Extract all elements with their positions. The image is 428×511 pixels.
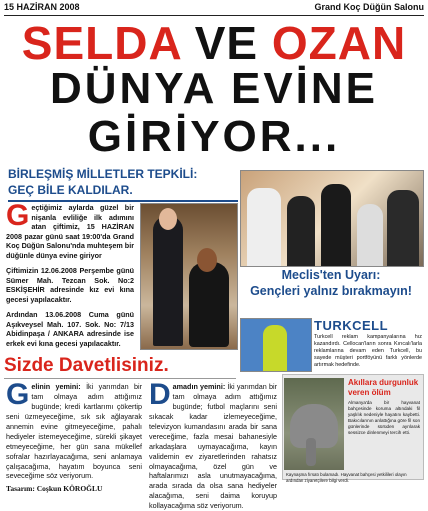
person-figure [247, 188, 281, 266]
masthead-bar [4, 2, 424, 15]
headline-conjunction: VE [194, 17, 259, 69]
article-paragraph-1 [6, 199, 134, 260]
article-paragraph-3 [6, 310, 134, 348]
bride-vow-text: İki yarımdan bir tam olmaya adım attığımız bugünde; kredi kartlarımı çökertip seni üzmeyeceğime, sık sık ağlayarak annemin evine gitmeyeceğime, pahalı hediyeler istemeyeceğime, sürekli şikayet etmeyeceğime, her gün sana mükellef sofralar hazırlayacağıma, seni anlamaya çalışacağıma, hayatım boyunca seni seveceğime söz veriyorum. [6, 382, 142, 481]
issue-date: 15 HAZİRAN 2008 [4, 2, 80, 12]
bride-vow-dropcap: G [6, 378, 30, 411]
elephant-trunk [306, 438, 316, 466]
masthead-divider [4, 15, 424, 16]
headline-line-2: DÜNYA EVİNE [49, 64, 379, 113]
elephant-photo [284, 378, 344, 470]
celebration-photo [240, 170, 424, 267]
headline-names [0, 17, 428, 69]
design-credit [6, 484, 102, 493]
subheadline-line-1: BİRLEŞMİŞ MİLLETLER TEPKİLİ: [8, 167, 198, 181]
groom-name: OZAN [271, 17, 407, 69]
person-figure [387, 190, 419, 266]
groom-vow-dropcap: D [149, 378, 171, 411]
bride-name: SELDA [21, 17, 181, 69]
credit-name: Coşkun KÖROĞLU [36, 484, 103, 493]
main-article [6, 199, 134, 354]
article-paragraph-2 [6, 266, 134, 304]
person-figure [287, 196, 315, 266]
groom-vow [149, 378, 277, 511]
groom-figure [153, 216, 183, 346]
meclis-title: Meclis'ten Uyarı: [281, 268, 381, 282]
couple-photo [140, 203, 238, 350]
bride-vow [6, 378, 142, 481]
turkcell-logo: TURKCELL [314, 318, 389, 333]
article-lead: eçtiğimiz aylarda güzel bir nişanla evliliğe ilk adımını atan çiftimiz, 15 HAZİRAN 2008 pazar günü saat 19:00'da Grand Koç Düğün Salonu'nda muhteşem bir düğünle dünya evine giriyor [6, 203, 134, 260]
article-paragraph-3-text: Ardından 13.06.2008 Cuma günü Aşıkveysel Mah. 107. Sok. No: 7/13 Abidinpaşa / ANKARA adresinde ise erkek evi kına gecesi yapılacaktır. [6, 310, 134, 348]
sidebox-text: Almanya'da bir hayvanat bahçesinde koruma altındaki fil yaşlılık nedeniyle hayatını kaybetti. Bakıcılarının anlattığına göre fil son günlerinde sürüden ayrılarak sessizce dinlenmeyi tercih etti. [348, 400, 421, 435]
venue-name: Grand Koç Düğün Salonu [314, 2, 424, 12]
person-figure [357, 204, 383, 266]
person-figure [321, 184, 351, 266]
invitation-title: Sizde Davetlisiniz. [4, 355, 236, 379]
bride-figure [189, 262, 229, 347]
sidebox-title: Akıllara durgunluk veren ölüm [348, 378, 419, 397]
credit-label: Tasarım: [6, 484, 35, 493]
headline-line-3: GİRİYOR... [87, 112, 341, 161]
turkcell-ad-image [240, 318, 312, 372]
turkcell-article: Turkcell reklam kampanyalarına hız kazandırdı. Cellocan'ların sonra Kırıcalı'larla reklamlarına devam eden Turkcell, bu sayede müşteri portföyünü farklı yönlerde artırmak hedefinde. [314, 334, 422, 369]
groom-vow-text: İki yarımdan bir tam olmaya adım attığımız bugünde; futbol maçlarını seni sıkacak kadar izlemeyeceğime, televizyon kumandasını arada bir sana vereceğime, fazla mesai bahanesiyle arkadaşlara uymayacağıma, kayın validemin ev ziyaretlerinden rahatsız olmayacağıma, özel gün ve haftalarımızı asla unutmayacağıma, arada sırada da olsa sana hediyeler alacağıma, seni daima koruyup kollayacağıma söz veriyorum. [149, 382, 277, 511]
groom-vow-label: amadın yemini: [172, 382, 226, 391]
sidebox-text-2: Kaynaşma fırsatı bulamadı. Hayvanat bahçesi yetkilileri olayın ardından ziyaretçilere bilgi verdi. [286, 472, 407, 483]
bride-head [197, 248, 217, 272]
article-paragraph-2-text: Çiftimizin 12.06.2008 Perşembe günü Sümer Mah. Tezcan Sok. No:2 ESKİŞEHİR adresinde kız evi kına gecesi yapılacaktır. [6, 266, 134, 304]
bride-vow-label: elinin yemini: [31, 382, 81, 391]
meclis-subtitle: Gençleri yalnız bırakmayın! [250, 283, 412, 298]
groom-head [159, 208, 177, 230]
subheadline [8, 167, 238, 202]
subheadline-line-2: GEÇ BİLE KALDILAR. [8, 182, 133, 197]
mascot-figure [263, 325, 287, 371]
article-dropcap: G [6, 199, 30, 232]
meclis-warning [240, 268, 422, 299]
